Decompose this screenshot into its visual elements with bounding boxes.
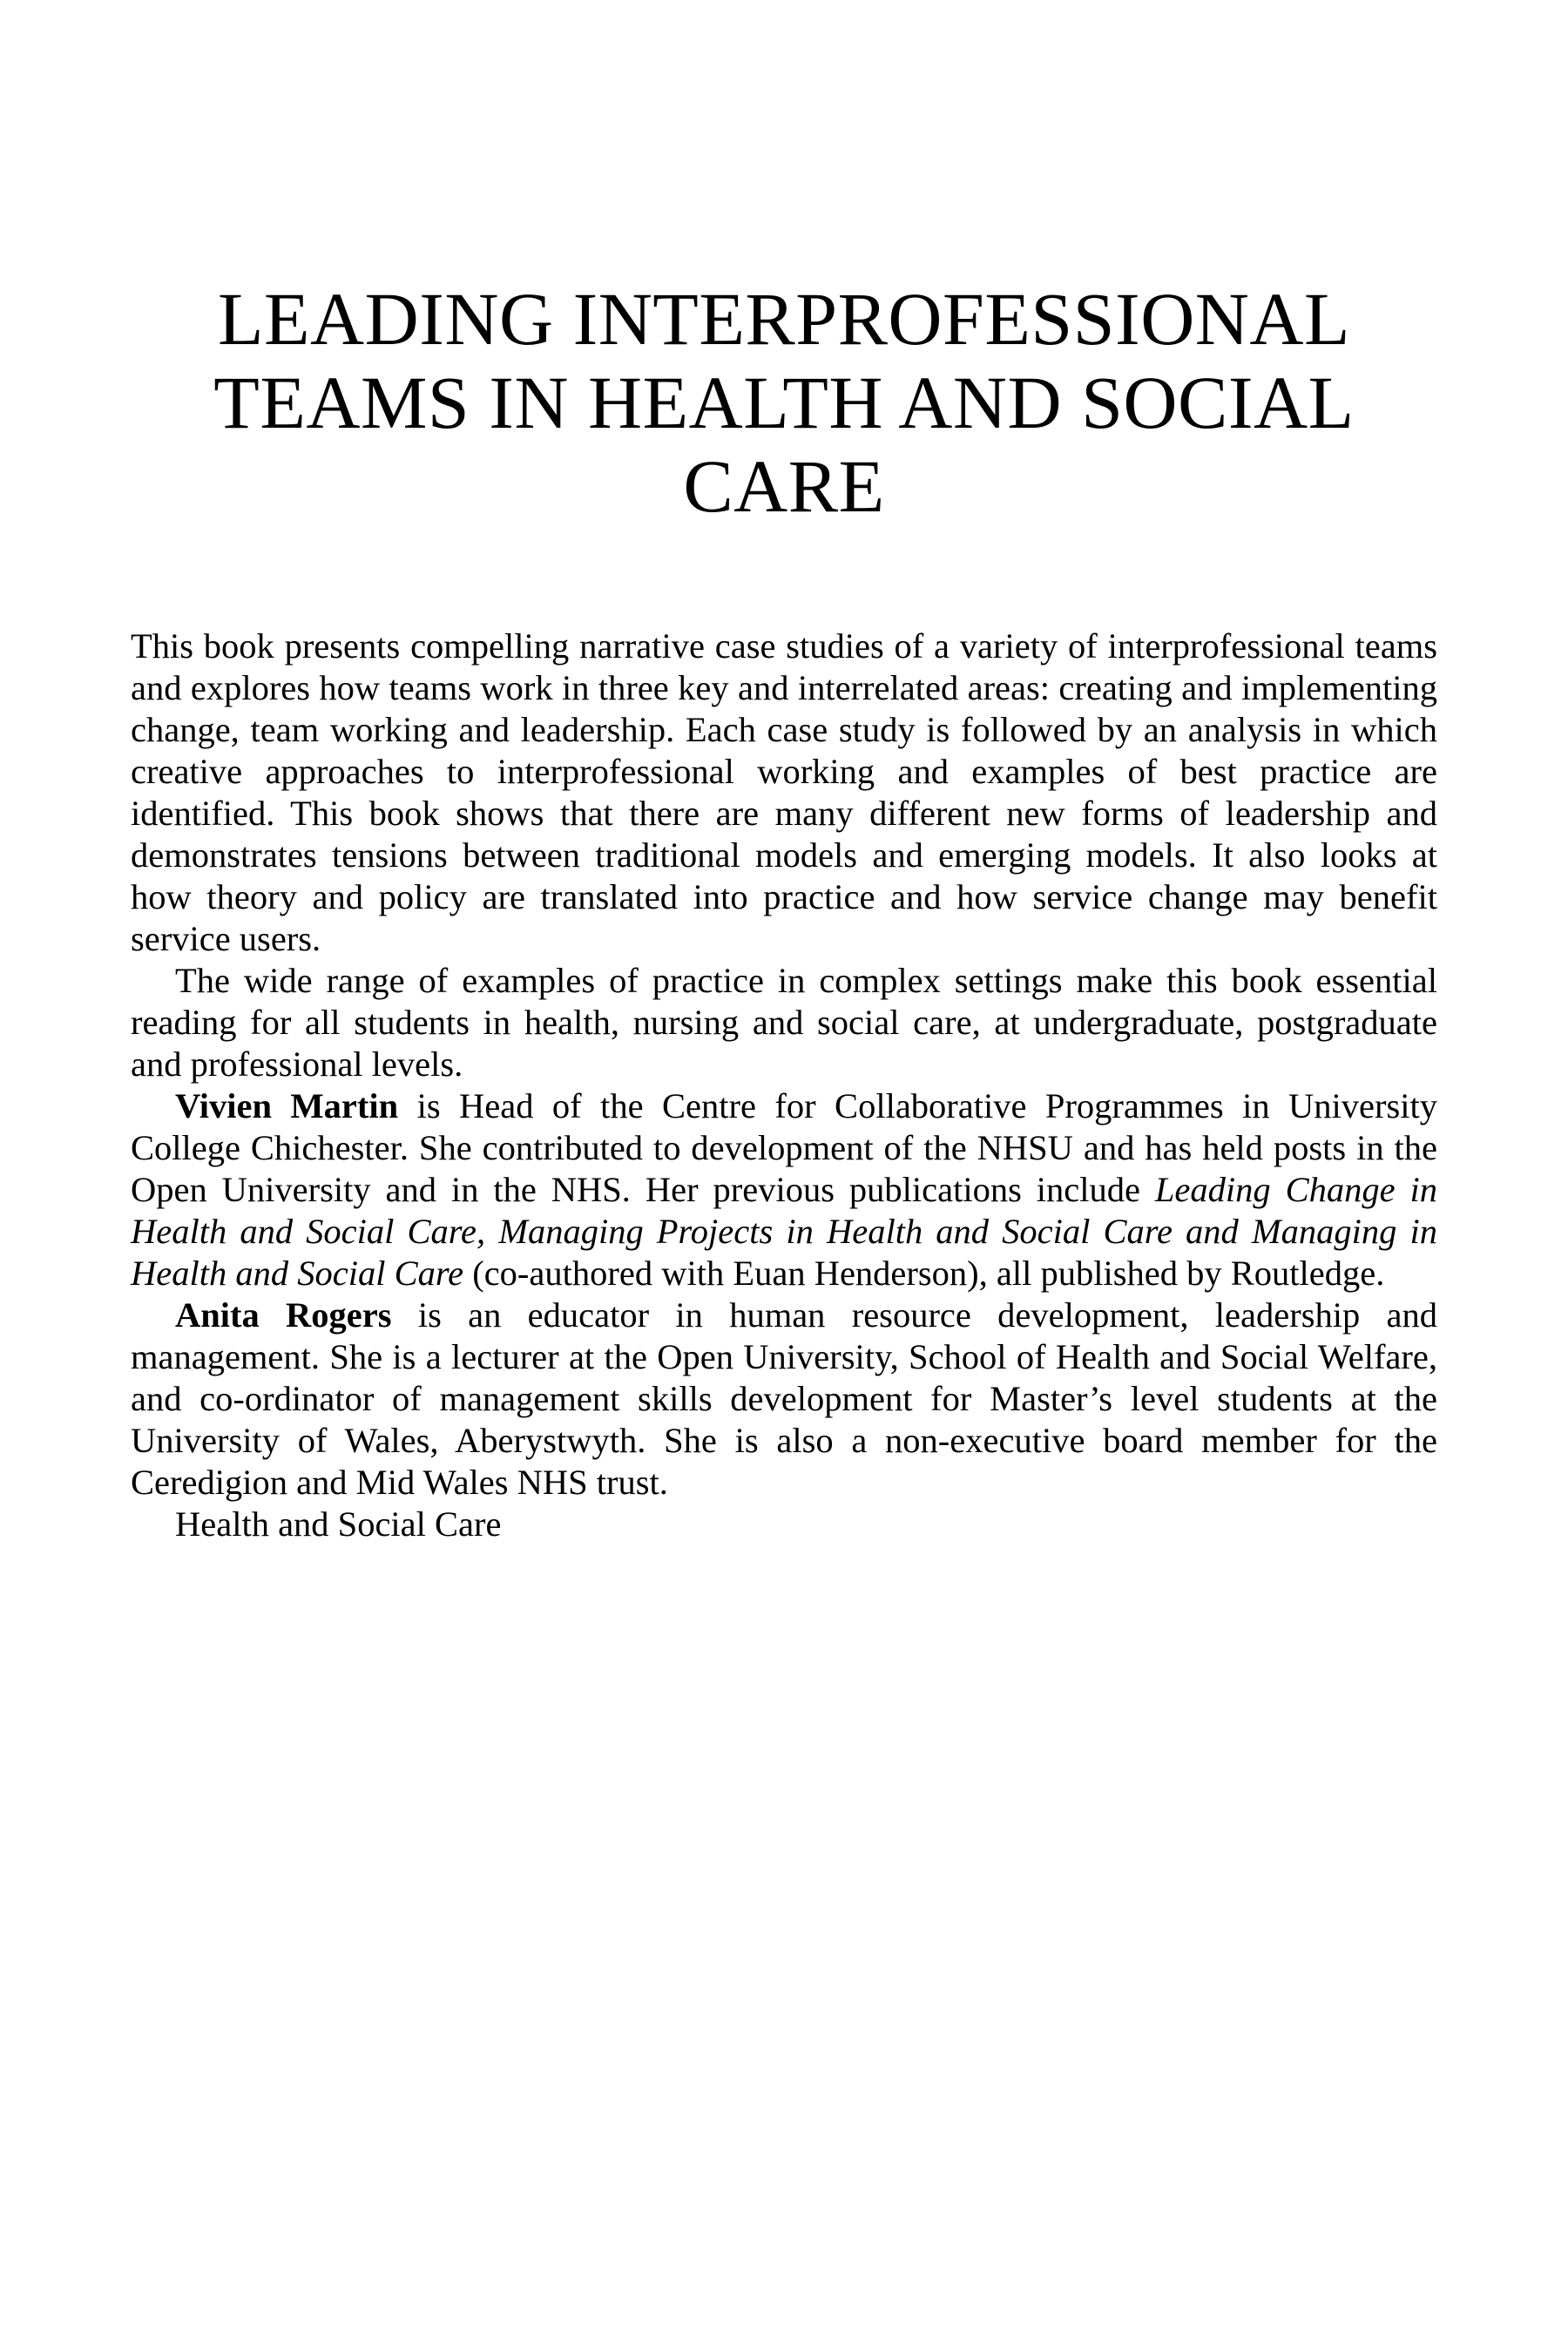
author-name: Vivien Martin xyxy=(175,1086,399,1125)
book-title-line: CARE xyxy=(683,444,885,528)
book-title xyxy=(131,277,1437,528)
author-bio-text: (co-authored with Euan Henderson), all published by Routledge. xyxy=(463,1254,1385,1293)
author-bio-text: is Head of the Centre for Collaborative Programmes in University College Chichester. She contributed to development of the NHSU and has held posts in the Open University and in the NHS. Her previous publications include xyxy=(131,1086,1437,1209)
book-title-line: TEAMS IN HEALTH AND SOCIAL xyxy=(213,361,1355,444)
author-bio-text: is an educator in human resource development, leadership and management. She is a lecturer at the Open University, School of Health and Social Welfare, and co-ordinator of management skills development for Master’s level students at the University of Wales, Aberystwyth. She is also a non-executive board member for the Ceredigion and Mid Wales NHS trust. xyxy=(131,1295,1437,1502)
book-description xyxy=(131,625,1437,1545)
author-publications: Leading Change in Health and Social Care, Managing Projects in Health and Social Care and Managing in Health and Social Care xyxy=(131,1170,1437,1293)
description-paragraph-2: The wide range of examples of practice in complex settings make this book essential reading for all students in health, nursing and social care, at undergraduate, postgraduate and professional levels. xyxy=(131,961,1437,1084)
author-name: Anita Rogers xyxy=(175,1295,392,1335)
series-name: Health and Social Care xyxy=(175,1504,502,1544)
description-paragraph-1: This book presents compelling narrative case studies of a variety of interprofessional teams and explores how teams work in three key and interrelated areas: creating and implementing change, team working and leadership. Each case study is followed by an analysis in which creative approaches to interprofessional working and examples of best practice are identified. This book shows that there are many different new forms of leadership and demonstrates tensions between traditional models and emerging models. It also looks at how theory and policy are translated into practice and how service change may benefit service users. xyxy=(131,626,1437,958)
author-bio-anita-rogers xyxy=(131,1294,1437,1504)
author-bio-vivien-martin xyxy=(131,1085,1437,1294)
book-title-line: LEADING INTERPROFESSIONAL xyxy=(217,277,1351,361)
